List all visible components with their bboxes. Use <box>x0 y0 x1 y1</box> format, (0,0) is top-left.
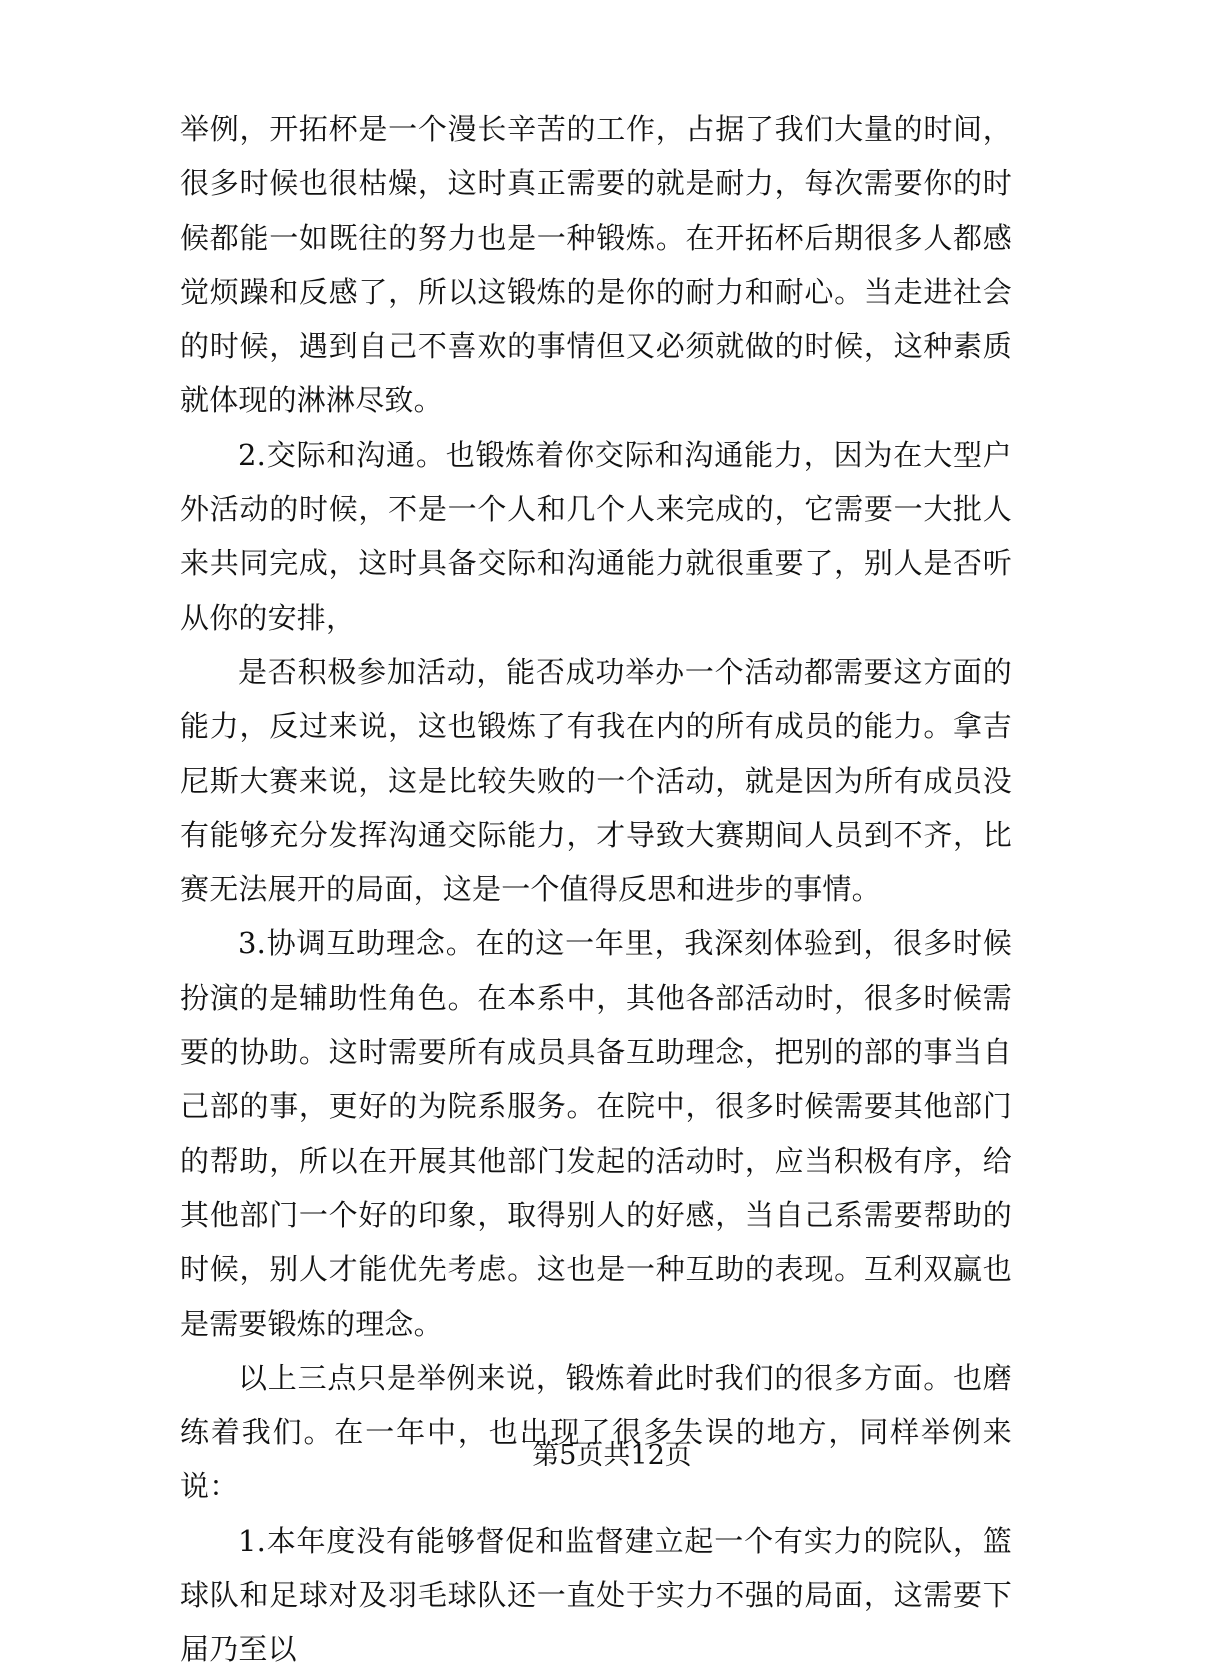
paragraph-4: 3.协调互助理念。在的这一年里，我深刻体验到，很多时候扮演的是辅助性角色。在本系中，其他各部活动时，很多时候需要的协助。这时需要所有成员具备互助理念，把别的部的事当自己部的事，更好的为院系服务。在院中，很多时候需要其他部门的帮助，所以在开展其他部门发起的活动时，应当积极有序，给其他部门一个好的印象，取得别人的好感，当自己系需要帮助的时候，别人才能优先考虑。这也是一种互助的表现。互利双赢也是需要锻炼的理念。 <box>180 926 1012 1341</box>
paragraph-6: 1.本年度没有能够督促和监督建立起一个有实力的院队，篮球队和足球对及羽毛球队还一直处于实力不强的局面，这需要下届乃至以 <box>180 1523 1012 1667</box>
paragraph-5: 以上三点只是举例来说，锻炼着此时我们的很多方面。也磨练着我们。在一年中，也出现了很多失误的地方，同样举例来说： <box>180 1360 1012 1504</box>
page-number-footer: 第5页共12页 <box>532 1440 692 1471</box>
paragraph-2: 2.交际和沟通。也锻炼着你交际和沟通能力，因为在大型户外活动的时候，不是一个人和几个人来完成的，它需要一大批人来共同完成，这时具备交际和沟通能力就很重要了，别人是否听从你的安排， <box>180 437 1012 635</box>
paragraph-1: 举例，开拓杯是一个漫长辛苦的工作，占据了我们大量的时间，很多时候也很枯燥，这时真正需要的就是耐力，每次需要你的时候都能一如既往的努力也是一种锻炼。在开拓杯后期很多人都感觉烦躁和反感了，所以这锻炼的是你的耐力和耐心。当走进社会的时候，遇到自己不喜欢的事情但又必须就做的时候，这种素质就体现的淋淋尽致。 <box>180 112 1012 418</box>
paragraph-3: 是否积极参加活动，能否成功举办一个活动都需要这方面的能力，反过来说，这也锻炼了有我在内的所有成员的能力。拿吉尼斯大赛来说，这是比较失败的一个活动，就是因为所有成员没有能够充分发挥沟通交际能力，才导致大赛期间人员到不齐，比赛无法展开的局面，这是一个值得反思和进步的事情。 <box>180 654 1012 907</box>
